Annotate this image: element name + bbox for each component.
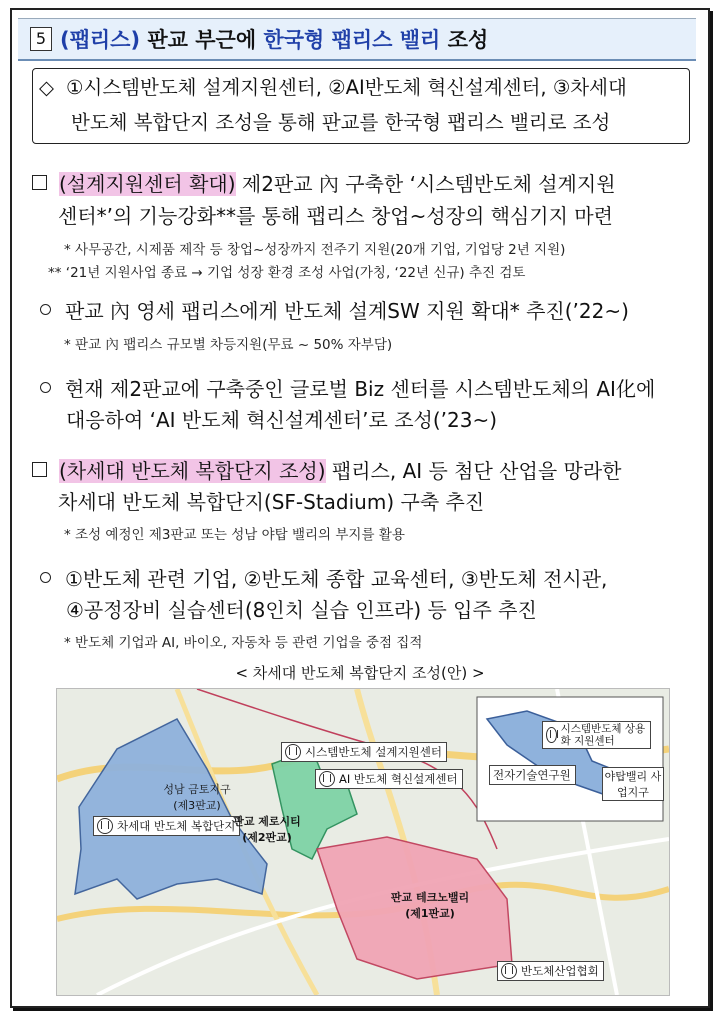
building-icon [546, 727, 557, 743]
summary-box [32, 68, 690, 144]
label-etri-text: 전자기술연구원 [493, 768, 571, 782]
label-design-center-text: 시스템반도체 설계지원센터 [305, 745, 442, 759]
building-icon [501, 963, 517, 979]
label-design-center [281, 742, 447, 762]
s2-o1-line-2: ④공정장비 실습센터(8인치 실습 인프라) 등 입주 추진 [66, 598, 537, 622]
s2-o1-note: * 반도체 기업과 AI, 바이오, 자동차 등 관련 기업을 중점 집적 [64, 635, 423, 651]
square-bullet [32, 175, 47, 190]
circle-bullet [40, 572, 51, 583]
s2-note-1: * 조성 예정인 제3판교 또는 성남 야탑 밸리의 부지를 활용 [64, 527, 405, 543]
building-icon [285, 744, 301, 760]
header-lead: (팹리스) [60, 28, 141, 52]
s2-highlight: (차세대 반도체 복합단지 조성) [59, 459, 326, 483]
area-seongnam: 성남 금토지구 (제3판교) [163, 783, 231, 812]
label-commercial-text: 시스템반도체 상용화 지원센터 [560, 723, 646, 747]
area-yatap: 야탑밸리 사업지구 [602, 767, 664, 801]
label-ai-center [315, 769, 463, 789]
s1-o1-note: * 판교 內 팹리스 규모별 차등지원(무료 ~ 50% 자부담) [64, 337, 393, 353]
s1-o2-text-1: 현재 제2판교에 구축중인 글로벌 Biz 센터를 시스템반도체의 AI化에 [65, 377, 656, 401]
header-emph: 한국형 팹리스 밸리 [263, 28, 441, 52]
section-header [18, 18, 696, 61]
s2-line-2: 차세대 반도체 복합단지(SF-Stadium) 구축 추진 [58, 490, 485, 514]
summary-line-1: ①시스템반도체 설계지원센터, ②AI반도체 혁신설계센터, ③차세대 [66, 76, 627, 99]
label-commercial [542, 721, 651, 749]
s2-line-1 [32, 455, 621, 484]
building-icon [97, 818, 113, 834]
s1-line-2: 센터*’의 기능강화**를 통해 팹리스 창업~성장의 핵심기지 마련 [58, 204, 613, 228]
label-etri [489, 765, 576, 785]
label-ai-center-text: AI 반도체 혁신설계센터 [339, 772, 458, 786]
area-pangyo1: 판교 테크노밸리 (제1판교) [390, 891, 470, 920]
label-association [497, 961, 604, 981]
s2-text-1: 팹리스, AI 등 첨단 산업을 망라한 [325, 459, 622, 483]
s2-o1-text-1: ①반도체 관련 기업, ②반도체 종합 교육센터, ③반도체 전시관, [65, 567, 608, 591]
header-mid: 판교 부근에 [140, 28, 264, 52]
building-icon [319, 771, 335, 787]
header-tail: 조성 [440, 28, 489, 52]
label-complex [93, 816, 240, 836]
s1-text-1: 제2판교 內 구축한 ‘시스템반도체 설계지원 [235, 172, 616, 196]
summary-line-2: 반도체 복합단지 조성을 통해 판교를 한국형 팹리스 밸리로 조성 [71, 111, 611, 134]
diamond-bullet: ◇ [39, 76, 54, 99]
s1-line-1 [32, 168, 616, 197]
site-map [56, 688, 670, 996]
s1-highlight: (설계지원센터 확대) [59, 172, 236, 196]
s1-o1-text: 판교 內 영세 팹리스에게 반도체 설계SW 지원 확대* 추진(’22~) [65, 299, 629, 323]
s1-note-2: ** ‘21년 지원사업 종료 → 기업 성장 환경 조성 사업(가칭, ‘22년 신규) 추진 검토 [48, 265, 526, 281]
circle-bullet [40, 382, 51, 393]
s1-note-1: * 사무공간, 시제품 제작 등 창업~성장까지 전주기 지원(20개 기업, 기업당 2년 지원) [64, 242, 566, 258]
circle-bullet [40, 304, 51, 315]
area-pangyo2: 판교 제로시티 (제2판교) [233, 815, 301, 844]
s1-o2-line-2: 대응하여 ‘AI 반도체 혁신설계센터’로 조성(’23~) [66, 408, 498, 432]
label-association-text: 반도체산업협회 [521, 964, 599, 978]
square-bullet [32, 462, 47, 477]
map-caption: < 차세대 반도체 복합단지 조성(안) > [235, 664, 485, 682]
label-complex-text: 차세대 반도체 복합단지 [117, 819, 236, 833]
s2-o1 [40, 563, 607, 592]
section-number: 5 [30, 27, 52, 51]
s1-o1 [40, 295, 629, 324]
s1-o2 [40, 373, 655, 402]
